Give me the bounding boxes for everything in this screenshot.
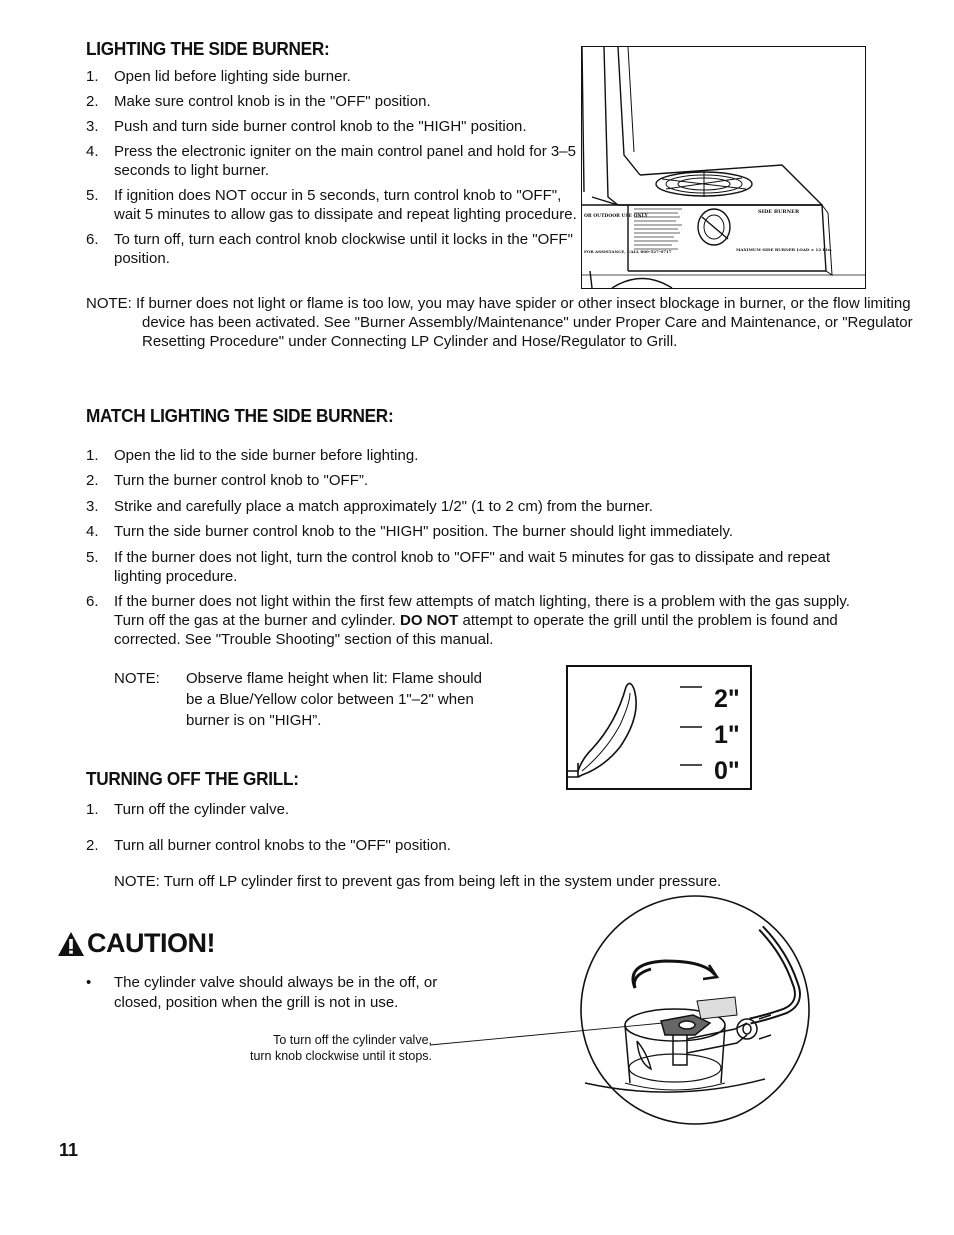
callout-line-2: turn knob clockwise until it stops.	[249, 1049, 432, 1063]
scale-mark-0in: 0"	[714, 757, 740, 785]
turn-off-step-2	[86, 836, 451, 855]
section-heading-lighting: LIGHTING THE SIDE BURNER:	[86, 38, 330, 59]
section-heading-turn-off: TURNING OFF THE GRILL:	[86, 768, 299, 789]
caution-text: The cylinder valve should always be in the off, or closed, position when the grill is not in use.	[114, 974, 438, 1011]
step-text: Turn all burner control knobs to the "OFF" position.	[114, 837, 451, 854]
list-item: 6. If the burner does not light within the first few attempts of match lighting, there is a problem with the gas supply. Turn off the gas at the burner and cylinder. DO NOT attempt to operate the grill until the problem is found and corrected. See "Trouble Shooting" section of this manual.	[86, 593, 850, 648]
flame-note-text: Observe flame height when lit: Flame should be a Blue/Yellow color between 1"–2" when burner is on "HIGH”.	[186, 670, 482, 729]
label-max-btu: MAXIMUM SIDE BURNER LOAD = 12 Btu.	[736, 247, 833, 252]
valve-callout	[220, 1032, 432, 1064]
caution-title: CAUTION!	[87, 928, 215, 958]
flame-scale-labels	[714, 681, 740, 789]
section-heading-match: MATCH LIGHTING THE SIDE BURNER:	[86, 405, 394, 426]
list-item: 2. Make sure control knob is in the "OFF" position.	[86, 93, 431, 110]
list-item: 1. Open the lid to the side burner before lighting.	[86, 447, 419, 464]
step-number: 1.	[86, 801, 99, 818]
lighting-steps-list	[86, 67, 578, 268]
step-text: Turn off the cylinder valve.	[114, 801, 290, 818]
caution-header	[57, 928, 215, 959]
list-item: 2. Turn the burner control knob to "OFF”.	[86, 472, 369, 489]
list-item: 5. If ignition does NOT occur in 5 seconds, turn control knob to "OFF", wait 5 minutes to allow gas to dissipate and repeat lighting procedure.	[86, 187, 577, 223]
scale-mark-1in: 1"	[714, 721, 740, 749]
list-item: 1. Open lid before lighting side burner.	[86, 68, 351, 85]
lighting-note: NOTE: If burner does not light or flame is too low, you may have spider or other insect blockage in burner, or the flow limiting device has been activated. See "Burner Assembly/Maintenance" under Proper Care and Maintenance, or "Regulator Resetting Procedure" under Connecting LP Cylinder and Hose/Regulator to Grill.	[86, 295, 913, 350]
cylinder-valve-illustration	[425, 893, 855, 1128]
callout-line-1: To turn off the cylinder valve,	[273, 1033, 432, 1047]
label-assistance: FOR ASSISTANCE, CALL 800-527-0717	[584, 249, 672, 254]
list-item: 3. Strike and carefully place a match approximately 1/2" (1 to 2 cm) from the burner.	[86, 498, 653, 515]
flame-note-label: NOTE:	[114, 670, 160, 687]
turn-off-step-1	[86, 800, 290, 819]
match-steps-list	[86, 446, 868, 649]
label-side-burner: SIDE BURNER	[758, 209, 800, 215]
turn-off-note: NOTE: Turn off LP cylinder first to prevent gas from being left in the system under pressure.	[114, 873, 722, 890]
list-item: 4. Turn the side burner control knob to the "HIGH" position. The burner should light immediately.	[86, 523, 734, 540]
list-item: 6. To turn off, turn each control knob clockwise until it locks in the "OFF" position.	[86, 231, 573, 267]
page-number: 11	[59, 1140, 79, 1160]
step-number: 2.	[86, 837, 99, 854]
caution-bullet: •	[86, 974, 92, 991]
list-item: 4. Press the electronic igniter on the main control panel and hold for 3–5 seconds to light burner.	[86, 143, 576, 179]
scale-mark-2in: 2"	[714, 685, 740, 713]
side-burner-illustration	[581, 46, 866, 289]
list-item: 5. If the burner does not light, turn the control knob to "OFF" and wait 5 minutes for gas to dissipate and repeat lighting procedure.	[86, 549, 831, 585]
warning-icon	[57, 931, 85, 957]
list-item: 3. Push and turn side burner control knob to the "HIGH" position.	[86, 118, 527, 135]
flame-height-figure	[566, 665, 752, 790]
grill-drawing	[582, 47, 865, 288]
label-outdoor: OR OUTDOOR USE ONLY	[584, 214, 648, 219]
